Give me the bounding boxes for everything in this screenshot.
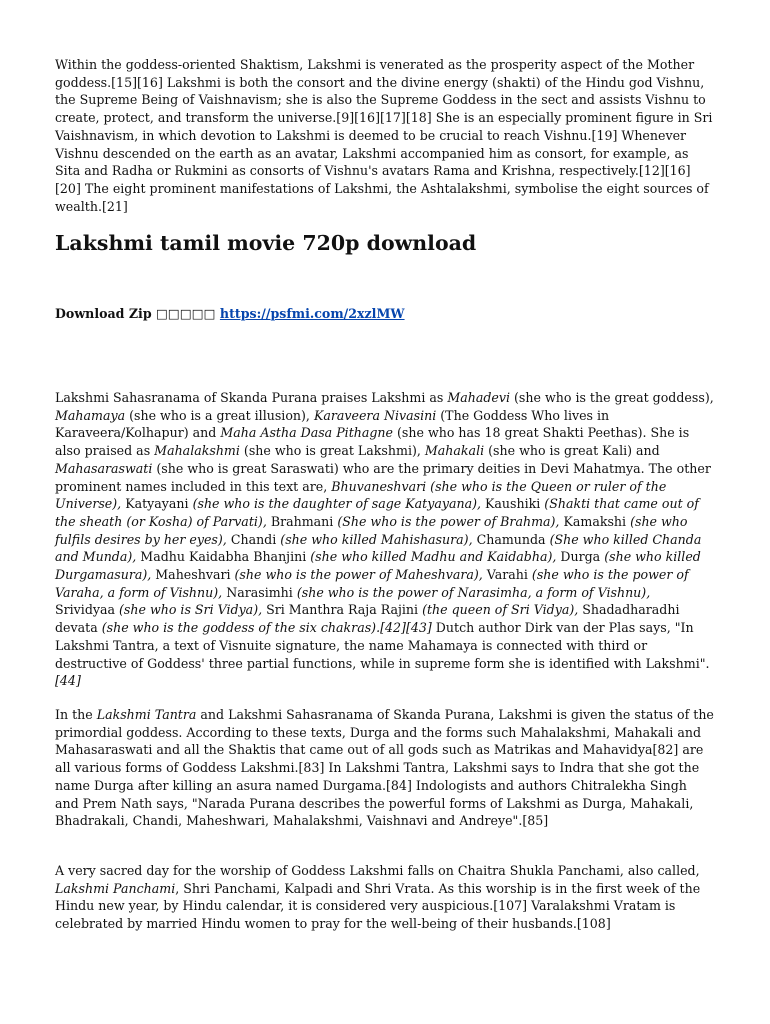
download-link[interactable]: https://psfmi.com/2xzlMW xyxy=(219,306,405,321)
download-label: Download Zip xyxy=(55,306,152,321)
placeholder-glyphs: □□□□□ xyxy=(156,306,216,321)
lakshmi-tantra-paragraph: In the Lakshmi Tantra and Lakshmi Sahasranama of Skanda Purana, Lakshmi is given the status of the primordial goddess. According to these texts, Durga and the forms such Mahalakshmi, Mahakali and Mahasaraswati and all the Shaktis that came out of all gods such as Matrikas and Mahavidya[82] are all various forms of Goddess Lakshmi.[83] In Lakshmi Tantra, Lakshmi says to Indra that she got the name Durga after killing an asura named Durgama.[84] Indologists and authors Chitralekha Singh and Prem Nath says, "Narada Purana describes the powerful forms of Lakshmi as Durga, Mahakali, Bhadrakali, Chandi, Maheshwari, Mahalakshmi, Vaishnavi and Andreye".[85] xyxy=(55,707,714,829)
page-title: Lakshmi tamil movie 720p download xyxy=(55,231,477,255)
intro-paragraph: Within the goddess-oriented Shaktism, Lakshmi is venerated as the prosperity aspect of the Mother goddess.[15][16] Lakshmi is both the consort and the divine energy (shakti) of the Hindu god Vishnu, the Supreme Being of Vaishnavism; she is also the Supreme Goddess in the sect and assists Vishnu to create, protect, and transform the universe.[9][16][17][18] She is an especially prominent figure in Sri Vaishnavism, in which devotion to Lakshmi is deemed to be crucial to reach Vishnu.[19] Whenever Vishnu descended on the earth as an avatar, Lakshmi accompanied him as consort, for example, as Sita and Radha or Rukmini as consorts of Vishnu's avatars Rama and Krishna, respectively.[12][16][20] The eight prominent manifestations of Lakshmi, the Ashtalakshmi, symbolise the eight sources of wealth.[21] xyxy=(55,57,713,214)
worship-paragraph: A very sacred day for the worship of Goddess Lakshmi falls on Chaitra Shukla Panchami, also called, Lakshmi Panchami, Shri Panchami, Kalpadi and Shri Vrata. As this worship is in the first week of the Hindu new year, by Hindu calendar, it is considered very auspicious.[107] Varalakshmi Vratam is celebrated by married Hindu women to pray for the well-being of their husbands.[108] xyxy=(55,863,701,932)
download-line xyxy=(55,305,405,323)
sahasranama-paragraph: Lakshmi Sahasranama of Skanda Purana praises Lakshmi as Mahadevi (she who is the great goddess), Mahamaya (she who is a great illusion), Karaveera Nivasini (The Goddess Who lives in Karaveera/Kolhapur) and Maha Astha Dasa Pithagne (she who has 18 great Shakti Peethas). She is also praised as Mahalakshmi (she who is great Lakshmi), Mahakali (she who is great Kali) and Mahasaraswati (she who is great Saraswati) who are the primary deities in Devi Mahatmya. The other prominent names included in this text are, Bhuvaneshvari (she who is the Queen or ruler of the Universe), Katyayani (she who is the daughter of sage Katyayana), Kaushiki (Shakti that came out of the sheath (or Kosha) of Parvati), Brahmani (She who is the power of Brahma), Kamakshi (she who fulfils desires by her eyes), Chandi (she who killed Mahishasura), Chamunda (She who killed Chanda and Munda), Madhu Kaidabha Bhanjini (she who killed Madhu and Kaidabha), Durga (she who killed Durgamasura), Maheshvari (she who is the power of Maheshvara), Varahi (she who is the power of Varaha, a form of Vishnu), Narasimhi (she who is the power of Narasimha, a form of Vishnu), Srividyaa (she who is Sri Vidya), Sri Manthra Raja Rajini (the queen of Sri Vidya), Shadadharadhi devata (she who is the goddess of the six chakras).[42][43] Dutch author Dirk van der Plas says, "In Lakshmi Tantra, a text of Visnuite signature, the name Mahamaya is connected with third or destructive of Goddess' three partial functions, while in supreme form she is identified with Lakshmi".[44] xyxy=(55,390,714,689)
